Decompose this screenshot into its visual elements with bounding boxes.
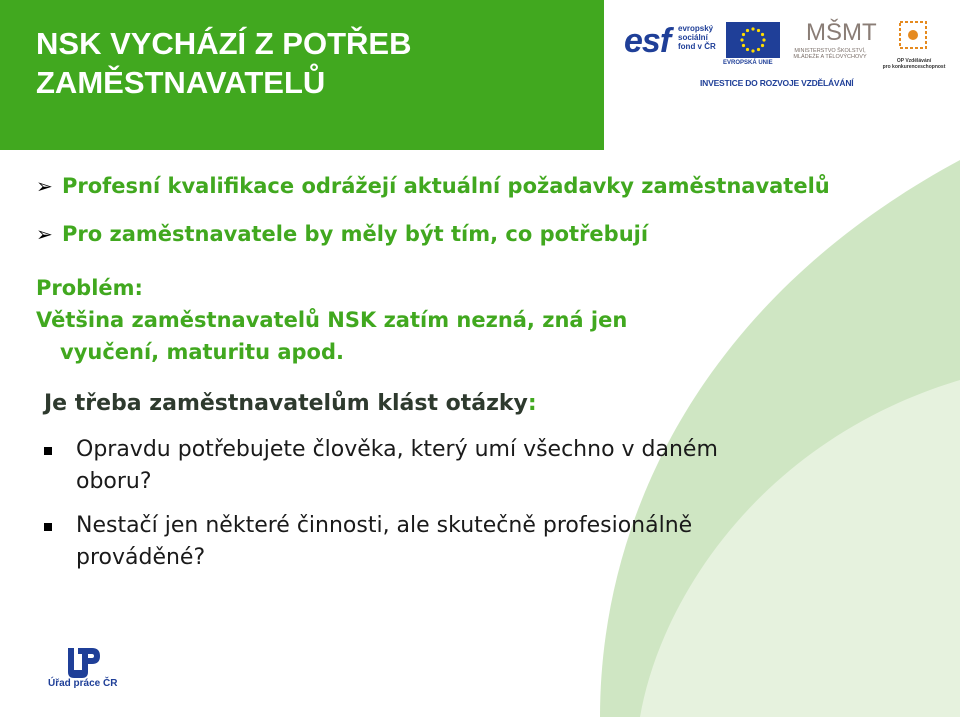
eu-logo-text: EVROPSKÁ UNIE (723, 60, 773, 66)
sub-item-line: Opravdu potřebujete člověka, který umí všechno v daném (76, 437, 718, 462)
bullet-text: Pro zaměstnavatele by měly být tím, co potřebují (62, 222, 649, 246)
title-banner (0, 0, 604, 150)
eu-star (751, 49, 754, 52)
eu-flag-logo (726, 22, 780, 58)
esf-logo: esf (624, 22, 671, 60)
eu-star (742, 44, 745, 47)
bullet-item (36, 170, 916, 202)
urad-prace-text: Úřad práce ČR (48, 678, 118, 689)
eu-star (761, 33, 764, 36)
op-logo (892, 16, 934, 56)
msmt-mark: MŠMT (806, 19, 877, 46)
problem-block (36, 272, 916, 368)
eu-star (757, 29, 760, 32)
slide-title: NSK VYCHÁZÍ Z POTŘEB ZAMĚSTNAVATELŮ (36, 26, 412, 100)
square-bullet-icon (44, 447, 52, 455)
investice-tagline: INVESTICE DO ROZVOJE VZDĚLÁVÁNÍ (700, 78, 854, 88)
problem-line: vyučení, maturitu apod. (60, 340, 344, 364)
logo-strip (620, 14, 950, 92)
problem-line: Většina zaměstnavatelů NSK zatím nezná, zná jen (36, 308, 628, 332)
op-logo-text: OP Vzdělávání pro konkurenceschopnost (882, 58, 946, 70)
eu-star (742, 33, 745, 36)
problem-label: Problém: (36, 276, 143, 300)
msmt-logo (804, 14, 877, 48)
sub-item (36, 510, 916, 574)
question-colon: : (527, 391, 537, 416)
question-text: Je třeba zaměstnavatelům klást otázky (44, 391, 528, 416)
eu-star (746, 29, 749, 32)
bullet-item (36, 218, 916, 250)
sub-item-line: prováděné? (76, 545, 206, 570)
arrow-right-icon: ➢ (36, 174, 53, 198)
eu-star (762, 38, 765, 41)
eu-star (761, 44, 764, 47)
msmt-logo-text: MINISTERSTVO ŠKOLSTVÍ, MLÁDEŽE A TĚLOVÝCHOVY (793, 48, 867, 60)
arrow-right-icon: ➢ (36, 222, 53, 246)
eu-star (746, 48, 749, 51)
slide-content (36, 170, 916, 574)
square-bullet-icon (44, 523, 52, 531)
sub-item-line: Nestačí jen některé činnosti, ale skutečně profesionálně (76, 513, 693, 538)
sub-item (36, 434, 916, 498)
eu-star (751, 27, 754, 30)
eu-star (757, 48, 760, 51)
eu-star (740, 38, 743, 41)
bullet-text: Profesní kvalifikace odrážejí aktuální požadavky zaměstnavatelů (62, 174, 830, 198)
sub-item-line: oboru? (76, 469, 152, 494)
eu-stars-icon (726, 22, 780, 58)
esf-logo-text: evropský sociální fond v ČR (678, 24, 716, 51)
question-heading (36, 388, 916, 420)
